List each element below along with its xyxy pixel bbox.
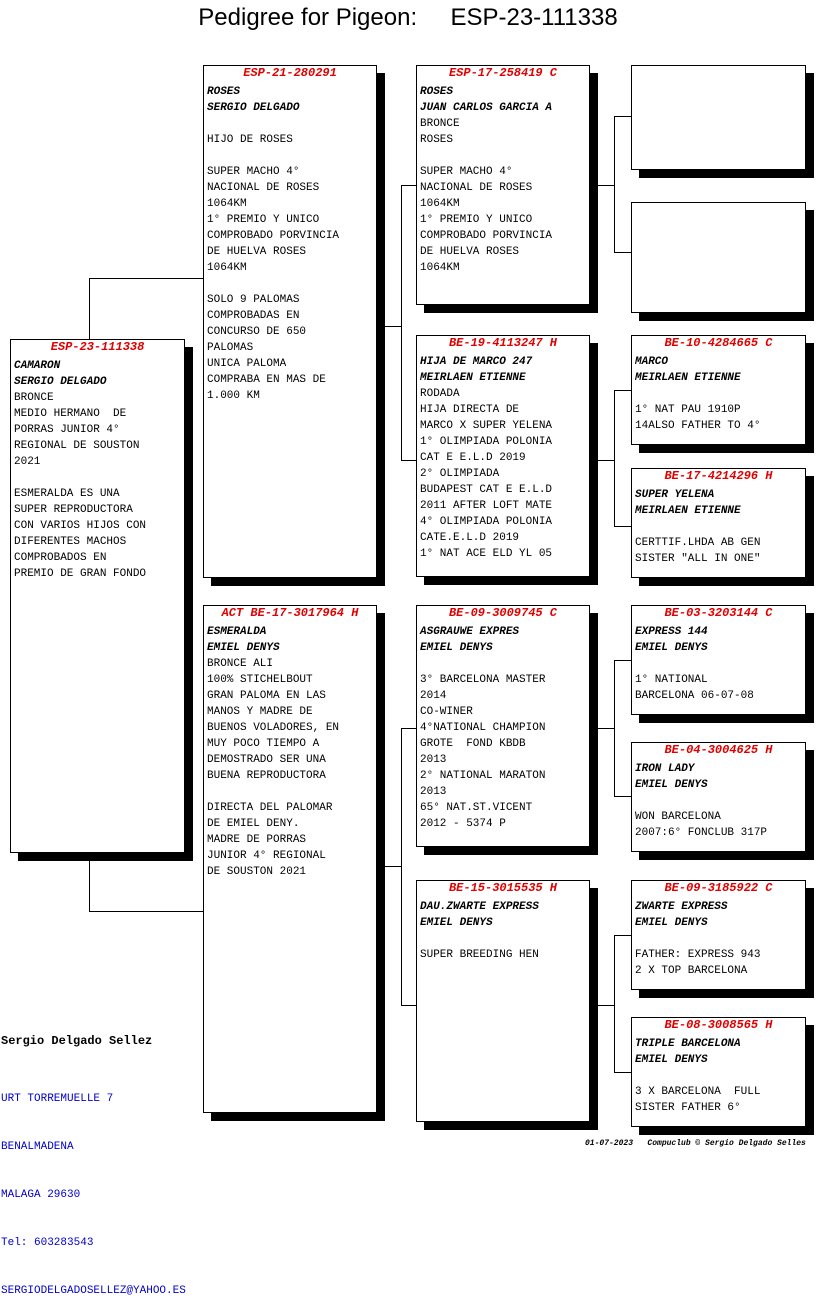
- detail-line: 1° NAT ACE ELD YL 05: [420, 548, 553, 560]
- detail-line: CAT E E.L.D 2019: [420, 452, 526, 464]
- connector: [614, 390, 615, 527]
- detail-line: DEMOSTRADO SER UNA: [207, 754, 326, 766]
- great-grandparent-card-zwarte-express: [631, 880, 806, 990]
- breeder-name: MEIRLAEN ETIENNE: [635, 505, 741, 517]
- connector: [89, 852, 90, 912]
- breeder-name: EMIEL DENYS: [207, 642, 280, 654]
- detail-line: [207, 276, 376, 292]
- connector: [598, 1005, 615, 1006]
- detail-line: NACIONAL DE ROSES: [420, 182, 533, 194]
- pigeon-name: CAMARON: [14, 360, 61, 372]
- detail-line: HIJO DE ROSES: [207, 134, 293, 146]
- breeder-name: JUAN CARLOS GARCIA A: [420, 102, 553, 114]
- connector: [614, 116, 632, 117]
- detail-line: COMPROBADO PORVINCIA: [207, 230, 340, 242]
- detail-line: BRONCE: [14, 392, 54, 404]
- detail-line: 1° NAT PAU 1910P: [635, 404, 741, 416]
- detail-line: PALOMAS: [207, 342, 254, 354]
- detail-line: [635, 1068, 805, 1084]
- pigeon-details: [632, 1032, 805, 1116]
- phone: Tel: 603283543: [1, 1237, 94, 1249]
- connector: [614, 935, 615, 1073]
- ring-number: ESP-21-280291: [243, 66, 337, 80]
- detail-line: SUPER MACHO 4°: [420, 166, 513, 178]
- detail-line: DIRECTA DEL PALOMAR: [207, 802, 333, 814]
- breeder-name: EMIEL DENYS: [635, 779, 708, 791]
- ring-number: BE-03-3203144 C: [664, 606, 773, 620]
- detail-line: CO-WINER: [420, 706, 473, 718]
- detail-line: 2012 - 5374 P: [420, 818, 506, 830]
- pigeon-details: [632, 620, 805, 704]
- detail-line: COMPROBADAS EN: [207, 310, 300, 322]
- great-grandparent-card-triple-barcelona: [631, 1017, 806, 1127]
- sire-dam-card: [416, 335, 590, 577]
- pigeon-name: ROSES: [420, 86, 454, 98]
- detail-line: 1° NATIONAL: [635, 674, 708, 686]
- detail-line: BUENOS VOLADORES, EN: [207, 722, 340, 734]
- breeder-name: MEIRLAEN ETIENNE: [420, 372, 526, 384]
- pigeon-name: DAU.ZWARTE EXPRESS: [420, 901, 539, 913]
- detail-line: BUDAPEST CAT E E.L.D: [420, 484, 553, 496]
- detail-line: RODADA: [420, 388, 460, 400]
- breeder-name: EMIEL DENYS: [420, 642, 493, 654]
- detail-line: MANOS Y MADRE DE: [207, 706, 313, 718]
- detail-line: [420, 931, 589, 947]
- detail-line: SOLO 9 PALOMAS: [207, 294, 300, 306]
- detail-line: 2011 AFTER LOFT MATE: [420, 500, 553, 512]
- detail-line: DE HUELVA ROSES: [420, 246, 520, 258]
- detail-line: [635, 519, 805, 535]
- pigeon-name: ZWARTE EXPRESS: [635, 901, 728, 913]
- detail-line: ESMERALDA ES UNA: [14, 488, 120, 500]
- connector: [614, 796, 632, 797]
- sire-card: [203, 65, 377, 578]
- footer-date: 01-07-2023: [585, 1139, 634, 1148]
- detail-line: [207, 148, 376, 164]
- great-grandparent-card-empty: [631, 65, 806, 170]
- connector: [598, 185, 615, 186]
- detail-line: 1064KM: [420, 198, 460, 210]
- detail-line: 1064KM: [207, 198, 247, 210]
- address-line: MALAGA 29630: [1, 1189, 81, 1201]
- detail-line: NACIONAL DE ROSES: [207, 182, 320, 194]
- connector: [401, 1005, 417, 1006]
- detail-line: CATE.E.L.D 2019: [420, 532, 520, 544]
- pigeon-details: [632, 895, 805, 979]
- great-grandparent-card-express-144: [631, 605, 806, 715]
- connector: [401, 460, 417, 461]
- pigeon-name: IRON LADY: [635, 763, 695, 775]
- detail-line: 2013: [420, 754, 447, 766]
- detail-line: MARCO X SUPER YELENA: [420, 420, 553, 432]
- connector: [614, 390, 632, 391]
- pigeon-details: [632, 350, 805, 434]
- pigeon-name: MARCO: [635, 356, 669, 368]
- detail-line: 3° BARCELONA MASTER: [420, 674, 546, 686]
- detail-line: SUPER REPRODUCTORA: [14, 504, 133, 516]
- detail-line: HIJA DIRECTA DE: [420, 404, 520, 416]
- detail-line: MEDIO HERMANO DE: [14, 408, 127, 420]
- detail-line: 14ALSO FATHER TO 4°: [635, 420, 761, 432]
- detail-line: [635, 931, 805, 947]
- detail-line: [635, 656, 805, 672]
- detail-line: WON BARCELONA: [635, 811, 721, 823]
- detail-line: GRAN PALOMA EN LAS: [207, 690, 326, 702]
- connector: [89, 278, 90, 340]
- detail-line: 2° NATIONAL MARATON: [420, 770, 546, 782]
- dam-card: [203, 605, 377, 1113]
- pigeon-details: [632, 483, 805, 567]
- detail-line: BRONCE: [420, 118, 460, 130]
- detail-line: 4° OLIMPIADA POLONIA: [420, 516, 553, 528]
- connector: [598, 728, 615, 729]
- breeder-name: EMIEL DENYS: [635, 1054, 708, 1066]
- detail-line: DE HUELVA ROSES: [207, 246, 307, 258]
- ring-number: BE-08-3008565 H: [664, 1018, 773, 1032]
- detail-line: 65° NAT.ST.VICENT: [420, 802, 533, 814]
- pigeon-details: [632, 757, 805, 841]
- detail-line: FATHER: EXPRESS 943: [635, 949, 761, 961]
- detail-line: 1° PREMIO Y UNICO: [420, 214, 533, 226]
- detail-line: 2 X TOP BARCELONA: [635, 965, 748, 977]
- detail-line: SISTER "ALL IN ONE": [635, 553, 761, 565]
- ring-number: BE-09-3009745 C: [448, 606, 558, 620]
- detail-line: JUNIOR 4° REGIONAL: [207, 850, 326, 862]
- connector: [614, 935, 632, 936]
- connector: [385, 866, 402, 867]
- detail-line: DE EMIEL DENY.: [207, 818, 300, 830]
- detail-line: PREMIO DE GRAN FONDO: [14, 568, 147, 580]
- connector: [614, 116, 615, 253]
- great-grandparent-card-empty: [631, 202, 806, 313]
- detail-line: [207, 784, 376, 800]
- detail-line: [14, 470, 184, 486]
- ring-number: BE-17-4214296 H: [664, 469, 773, 483]
- great-grandparent-card-super-yelena: [631, 468, 806, 578]
- detail-line: SUPER BREEDING HEN: [420, 949, 539, 961]
- detail-line: PORRAS JUNIOR 4°: [14, 424, 120, 436]
- detail-line: 1° PREMIO Y UNICO: [207, 214, 320, 226]
- detail-line: UNICA PALOMA: [207, 358, 287, 370]
- detail-line: BRONCE ALI: [207, 658, 274, 670]
- pigeon-details: [417, 895, 589, 963]
- detail-line: 2° OLIMPIADA: [420, 468, 500, 480]
- footer: [585, 1139, 806, 1148]
- detail-line: COMPRABA EN MAS DE: [207, 374, 326, 386]
- breeder-name: EMIEL DENYS: [635, 917, 708, 929]
- detail-line: [207, 116, 376, 132]
- connector: [401, 185, 417, 186]
- breeder-name: MEIRLAEN ETIENNE: [635, 372, 741, 384]
- connector: [614, 252, 632, 253]
- owner-name: Sergio Delgado Sellez: [1, 1034, 153, 1048]
- ring-number: ESP-17-258419 C: [448, 66, 558, 80]
- ring-number: BE-04-3004625 H: [664, 743, 773, 757]
- detail-line: 100% STICHELBOUT: [207, 674, 313, 686]
- detail-line: 2013: [420, 786, 447, 798]
- detail-line: 2007:6° FONCLUB 317P: [635, 827, 768, 839]
- detail-line: CON VARIOS HIJOS CON: [14, 520, 147, 532]
- detail-line: MADRE DE PORRAS: [207, 834, 307, 846]
- detail-line: REGIONAL DE SOUSTON: [14, 440, 140, 452]
- detail-line: COMPROBADOS EN: [14, 552, 107, 564]
- detail-line: [635, 793, 805, 809]
- pigeon-details: [417, 620, 589, 832]
- detail-line: SISTER FATHER 6°: [635, 1102, 741, 1114]
- pigeon-name: TRIPLE BARCELONA: [635, 1038, 741, 1050]
- breeder-name: EMIEL DENYS: [420, 917, 493, 929]
- connector: [614, 660, 632, 661]
- breeder-name: EMIEL DENYS: [635, 642, 708, 654]
- detail-line: 1° OLIMPIADA POLONIA: [420, 436, 553, 448]
- detail-line: DE SOUSTON 2021: [207, 866, 307, 878]
- breeder-name: SERGIO DELGADO: [14, 376, 107, 388]
- pigeon-name: SUPER YELENA: [635, 489, 715, 501]
- detail-line: 2021: [14, 456, 41, 468]
- pigeon-name: EXPRESS 144: [635, 626, 708, 638]
- detail-line: CERTTIF.LHDA AB GEN: [635, 537, 761, 549]
- connector: [385, 326, 402, 327]
- pigeon-name: ESMERALDA: [207, 626, 267, 638]
- great-grandparent-card-marco: [631, 335, 806, 445]
- connector: [614, 526, 632, 527]
- dam-sire-card: [416, 605, 590, 847]
- connector: [614, 660, 615, 797]
- detail-line: BUENA REPRODUCTORA: [207, 770, 326, 782]
- detail-line: BARCELONA 06-07-08: [635, 690, 754, 702]
- detail-line: 1064KM: [207, 262, 247, 274]
- detail-line: GROTE FOND KBDB: [420, 738, 526, 750]
- ring-number: ACT BE-17-3017964 H: [221, 606, 359, 620]
- detail-line: SUPER MACHO 4°: [207, 166, 300, 178]
- address-line: URT TORREMUELLE 7: [1, 1093, 114, 1105]
- footer-credit: Compuclub © Sergio Delgado Selles: [647, 1139, 806, 1148]
- pigeon-name: HIJA DE MARCO 247: [420, 356, 533, 368]
- pigeon-details: [11, 354, 184, 582]
- ring-number: BE-10-4284665 C: [664, 336, 773, 350]
- pigeon-details: [417, 350, 589, 562]
- detail-line: COMPROBADO PORVINCIA: [420, 230, 553, 242]
- dam-dam-card: [416, 880, 590, 1122]
- detail-line: 3 X BARCELONA FULL: [635, 1086, 761, 1098]
- detail-line: DIFERENTES MACHOS: [14, 536, 127, 548]
- ring-number: BE-15-3015535 H: [448, 881, 558, 895]
- pigeon-details: [417, 80, 589, 276]
- connector: [401, 185, 402, 461]
- breeder-name: SERGIO DELGADO: [207, 102, 300, 114]
- connector: [89, 911, 204, 912]
- detail-line: 1.000 KM: [207, 390, 260, 402]
- detail-line: [420, 656, 589, 672]
- detail-line: CONCURSO DE 650: [207, 326, 307, 338]
- connector: [401, 728, 402, 1006]
- owner-address: [1, 1059, 186, 1315]
- page-title: Pedigree for Pigeon: ESP-23-111338: [198, 4, 618, 31]
- connector: [614, 1072, 632, 1073]
- pigeon-name: ASGRAUWE EXPRES: [420, 626, 520, 638]
- sire-sire-card: [416, 65, 590, 305]
- detail-line: 1064KM: [420, 262, 460, 274]
- pigeon-name: ROSES: [207, 86, 241, 98]
- address-line: BENALMADENA: [1, 1141, 74, 1153]
- connector: [89, 278, 204, 279]
- detail-line: MUY POCO TIEMPO A: [207, 738, 320, 750]
- detail-line: 4°NATIONAL CHAMPION: [420, 722, 546, 734]
- pigeon-details: [204, 80, 376, 404]
- connector: [598, 460, 615, 461]
- connector: [401, 728, 417, 729]
- detail-line: 2014: [420, 690, 447, 702]
- ring-number: BE-19-4113247 H: [448, 336, 558, 350]
- ring-number: ESP-23-111338: [50, 340, 145, 354]
- ring-number: BE-09-3185922 C: [664, 881, 773, 895]
- detail-line: ROSES: [420, 134, 454, 146]
- great-grandparent-card-iron-lady: [631, 742, 806, 852]
- detail-line: [635, 386, 805, 402]
- detail-line: [420, 148, 589, 164]
- email-link[interactable]: SERGIODELGADOSELLEZ@YAHOO.ES: [1, 1285, 186, 1297]
- subject-card: [10, 339, 185, 853]
- pigeon-details: [204, 620, 376, 880]
